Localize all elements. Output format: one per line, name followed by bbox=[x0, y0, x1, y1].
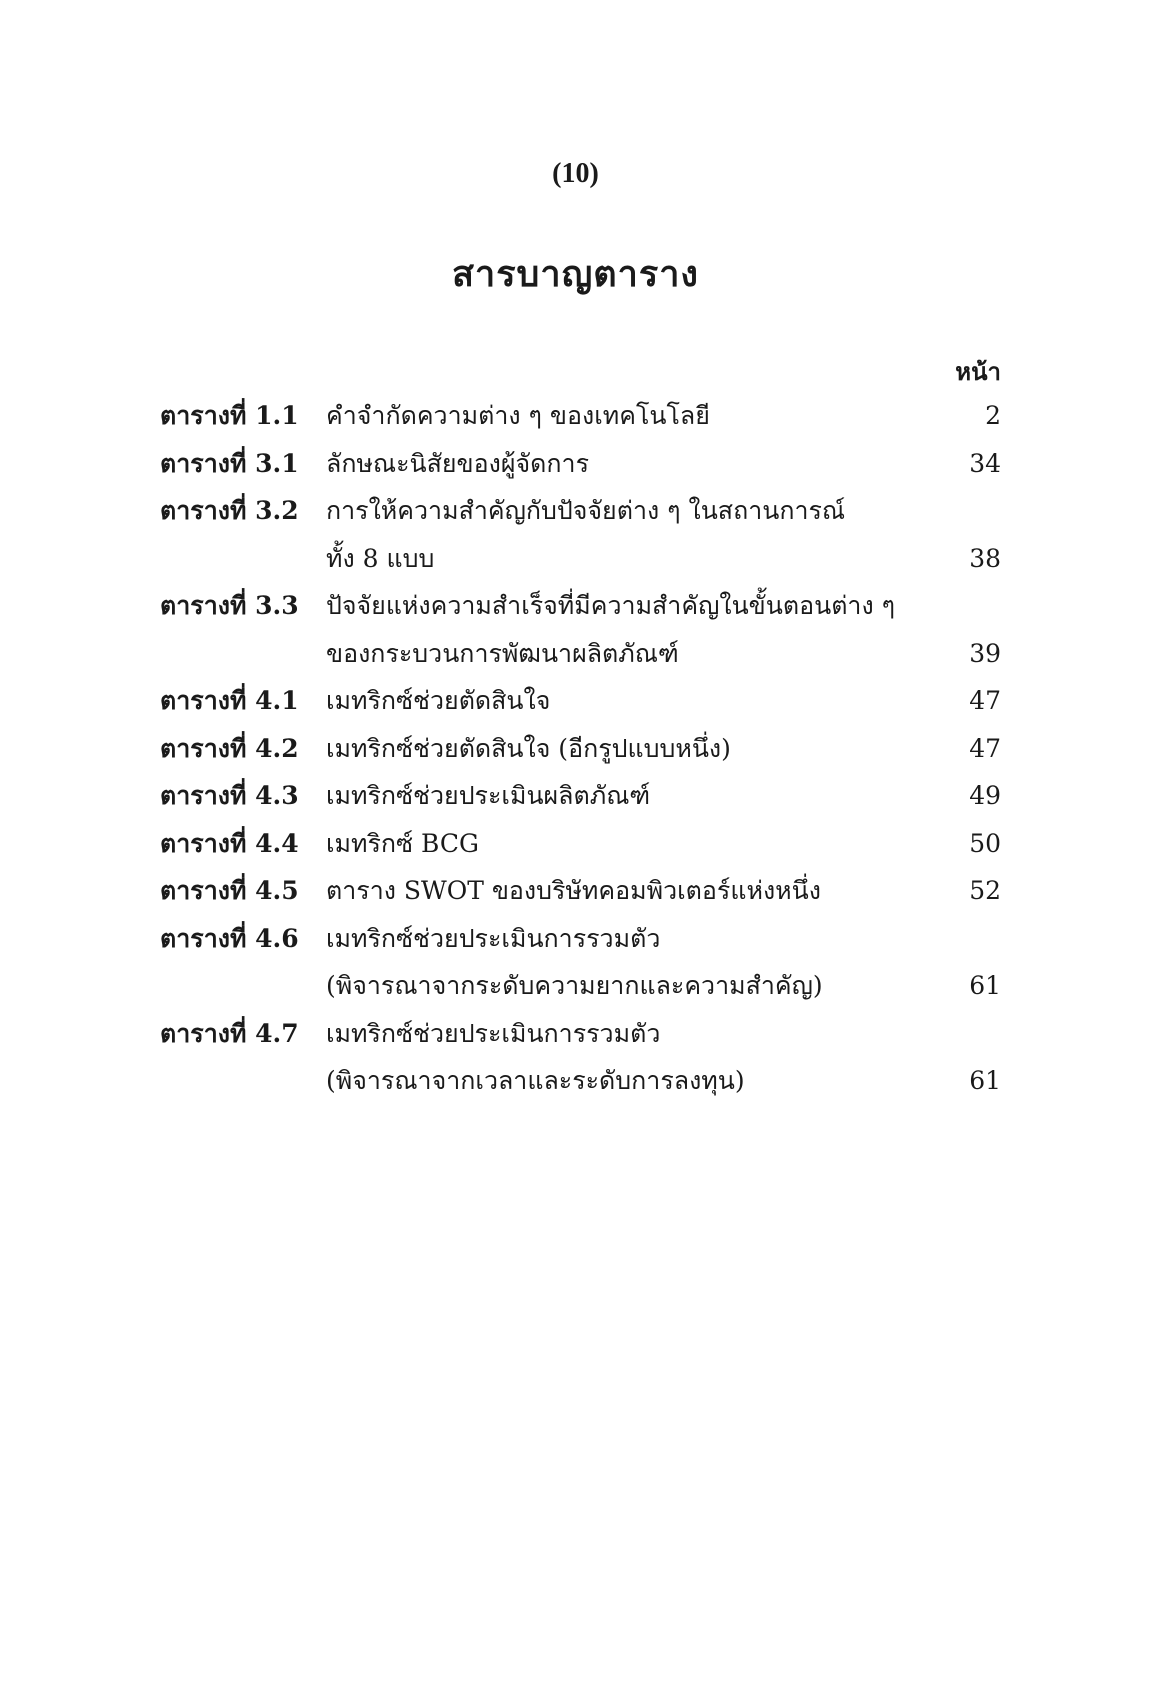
toc-entry-line bbox=[160, 867, 1001, 915]
page-number: (10) bbox=[552, 158, 599, 189]
toc-entry-line bbox=[160, 1057, 1001, 1105]
toc-entry-line bbox=[160, 630, 1001, 678]
toc-entry[interactable] bbox=[160, 772, 1001, 820]
toc-entry-line bbox=[160, 915, 1001, 963]
toc-entry[interactable] bbox=[160, 440, 1001, 488]
toc-entry-label: ตารางที่ 4.1 bbox=[160, 686, 299, 715]
page-column-header: หน้า bbox=[955, 357, 1001, 386]
toc-entry-page: 34 bbox=[969, 448, 1001, 478]
toc-entry-label: ตารางที่ 4.3 bbox=[160, 781, 299, 810]
toc-entry-line bbox=[160, 962, 1001, 1010]
toc-entry-label: ตารางที่ 4.5 bbox=[160, 876, 299, 905]
toc-entry-line bbox=[160, 440, 1001, 488]
toc-entry-line bbox=[160, 535, 1001, 583]
toc-entry-title: เมทริกซ์ช่วยประเมินการรวมตัว bbox=[326, 1018, 661, 1048]
toc-entry-line bbox=[160, 582, 1001, 630]
toc-entry-page: 61 bbox=[969, 971, 1001, 1000]
toc-entry[interactable] bbox=[160, 487, 1001, 582]
toc-entry-title: เมทริกซ์ช่วยตัดสินใจ (อีกรูปแบบหนึ่ง) bbox=[326, 733, 731, 763]
toc-entry-line bbox=[160, 725, 1001, 773]
toc-entry-line bbox=[160, 772, 1001, 820]
toc-entry-title: เมทริกซ์ BCG bbox=[326, 828, 479, 858]
toc-entry-title: การให้ความสำคัญกับปัจจัยต่าง ๆ ในสถานการณ์ bbox=[326, 496, 846, 525]
toc-entry[interactable] bbox=[160, 392, 1001, 440]
toc-entry-page: 52 bbox=[969, 876, 1001, 905]
toc-entry-page: 61 bbox=[969, 1066, 1001, 1095]
toc-entry-line bbox=[160, 820, 1001, 868]
toc-entry-line bbox=[160, 487, 1001, 535]
toc-entry-label: ตารางที่ 4.7 bbox=[160, 1018, 299, 1048]
toc-entry-title: (พิจารณาจากเวลาและระดับการลงทุน) bbox=[326, 1066, 745, 1095]
toc-entry-page: 2 bbox=[985, 401, 1001, 430]
toc-entry-line bbox=[160, 677, 1001, 725]
toc-entry-label: ตารางที่ 4.2 bbox=[160, 733, 299, 763]
toc-entry-label: ตารางที่ 4.6 bbox=[160, 923, 299, 953]
toc-entry-title: เมทริกซ์ช่วยตัดสินใจ bbox=[326, 686, 551, 715]
toc-entry-label: ตารางที่ 3.3 bbox=[160, 591, 299, 620]
toc-entry-title: ตาราง SWOT ของบริษัทคอมพิวเตอร์แห่งหนึ่ง bbox=[326, 876, 821, 905]
toc-entry[interactable] bbox=[160, 915, 1001, 1010]
toc-entry-page: 39 bbox=[969, 638, 1001, 668]
toc-entry-title: ลักษณะนิสัยของผู้จัดการ bbox=[326, 448, 590, 478]
toc-entry[interactable] bbox=[160, 820, 1001, 868]
toc-entry[interactable] bbox=[160, 867, 1001, 915]
toc-entry[interactable] bbox=[160, 582, 1001, 677]
toc-entry-title: เมทริกซ์ช่วยประเมินผลิตภัณฑ์ bbox=[326, 781, 651, 810]
toc-entry[interactable] bbox=[160, 725, 1001, 773]
toc-entry-page: 47 bbox=[969, 686, 1001, 715]
toc-entry-line bbox=[160, 1010, 1001, 1058]
toc-entry-title: ทั้ง 8 แบบ bbox=[326, 543, 435, 573]
toc-entry-page: 47 bbox=[969, 733, 1001, 763]
toc-entry-label: ตารางที่ 3.2 bbox=[160, 496, 299, 525]
toc-entry-page: 38 bbox=[969, 543, 1001, 573]
table-of-contents-list bbox=[160, 392, 1001, 1105]
toc-entry-title: ของกระบวนการพัฒนาผลิตภัณฑ์ bbox=[326, 638, 679, 668]
page-title: สารบาญตาราง bbox=[452, 253, 699, 295]
toc-entry[interactable] bbox=[160, 1010, 1001, 1105]
toc-entry-title: ปัจจัยแห่งความสำเร็จที่มีความสำคัญในขั้นตอนต่าง ๆ bbox=[326, 591, 896, 620]
toc-entry-title: (พิจารณาจากระดับความยากและความสำคัญ) bbox=[326, 971, 823, 1000]
toc-entry-label: ตารางที่ 4.4 bbox=[160, 828, 299, 858]
toc-entry-title: เมทริกซ์ช่วยประเมินการรวมตัว bbox=[326, 923, 661, 953]
toc-entry-page: 50 bbox=[969, 828, 1001, 858]
toc-entry-line bbox=[160, 392, 1001, 440]
toc-entry-page: 49 bbox=[969, 781, 1001, 810]
toc-entry-label: ตารางที่ 3.1 bbox=[160, 448, 299, 478]
toc-entry[interactable] bbox=[160, 677, 1001, 725]
toc-entry-label: ตารางที่ 1.1 bbox=[160, 401, 299, 430]
toc-entry-title: คำจำกัดความต่าง ๆ ของเทคโนโลยี bbox=[326, 401, 710, 430]
